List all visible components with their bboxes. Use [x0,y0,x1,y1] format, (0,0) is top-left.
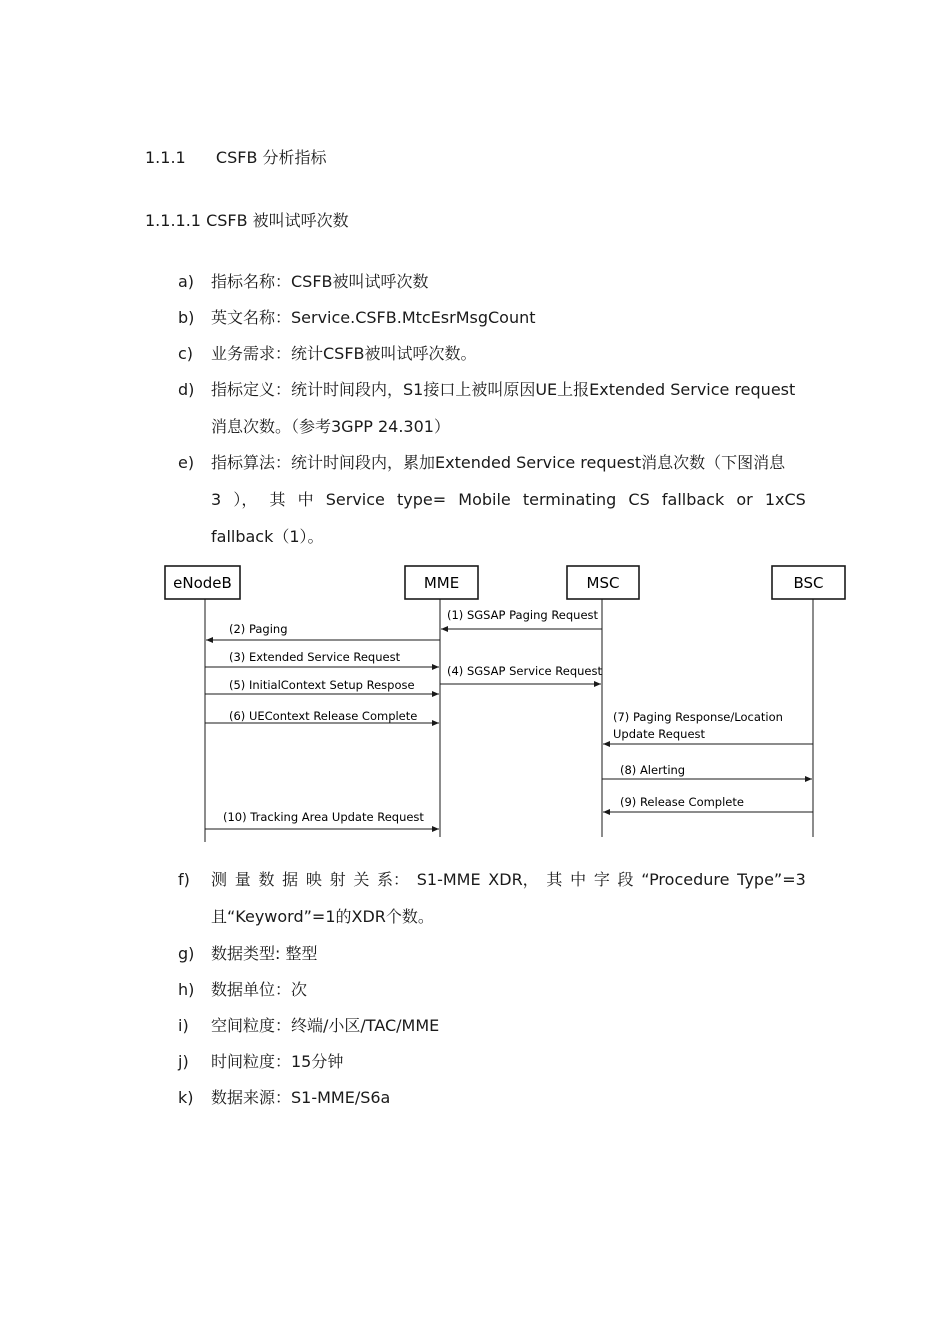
word: Mobile [458,490,511,509]
message-3 [205,650,439,667]
message-7 [603,710,813,744]
word: fallback [661,490,725,509]
word: 射 [329,870,346,889]
message-10 [205,810,439,829]
section-title: CSFB 分析指标 [215,148,327,167]
message-label: (4) SGSAP Service Request [447,664,602,678]
message-1 [441,608,602,629]
entity-label: BSC [793,574,824,592]
message-2 [206,622,440,640]
word: 映 [305,870,322,889]
list-text: 数据类型: 整型 [211,944,318,963]
word: 字 [593,870,610,889]
list-label: c) [178,344,194,363]
entity-label: eNodeB [173,574,232,592]
list-item-d-continuation: 消息次数。（参考3GPP 24.301） [211,417,450,436]
list-item-e-continuation-2: fallback（1）。 [211,527,324,546]
message-label-line1: (7) Paging Response/Location [613,710,783,724]
entity-bsc [772,566,845,599]
message-label: (10) Tracking Area Update Request [223,810,424,824]
list-label: j) [178,1052,189,1071]
word: S1-MME [416,870,481,889]
word: 3 [211,490,222,509]
list-label: h) [178,980,195,999]
csfb-sequence-diagram [160,560,860,850]
word: 中 [570,870,587,889]
word: 段 [617,870,634,889]
word: 量 [234,870,251,889]
word: 中 [297,490,314,509]
word: 其 [269,490,286,509]
list-text: 业务需求：统计CSFB被叫试呼次数。 [211,344,477,363]
word: 关 [353,870,370,889]
word: type= [397,490,447,509]
list-item-e-continuation [211,490,806,510]
list-text: 数据来源：S1-MME/S6a [211,1088,391,1107]
list-text: 空间粒度：终端/小区/TAC/MME [211,1016,440,1035]
subsection-number: 1.1.1.1 [145,211,201,230]
list-label: f) [178,870,190,889]
message-label: (8) Alerting [620,763,686,777]
word: 系： [377,870,410,889]
list-label: k) [178,1088,194,1107]
message-6 [205,709,439,723]
list-label: i) [178,1016,189,1035]
word: XDR， [488,870,539,889]
message-label: (3) Extended Service Request [229,650,401,664]
list-item-f-continuation: 且“Keyword”=1的XDR个数。 [211,907,434,926]
word: CS [628,490,650,509]
message-label: (6) UEContext Release Complete [229,709,418,723]
entity-enodeb [165,566,240,599]
list-label: e) [178,453,195,472]
entity-mme [405,566,478,599]
word: 据 [282,870,299,889]
list-label: a) [178,272,195,291]
message-label: (1) SGSAP Paging Request [447,608,599,622]
word: Service [325,490,385,509]
message-label: (9) Release Complete [620,795,744,809]
message-4 [440,664,602,684]
section-heading-1-1-1-1 [145,211,349,231]
word: ）， [233,490,258,509]
entity-label: MME [423,574,460,592]
entity-label: MSC [586,574,620,592]
section-heading-1-1-1 [145,148,327,168]
list-label: b) [178,308,195,327]
word: 1xCS [764,490,806,509]
list-text: 指标算法：统计时间段内，累加Extended Service request消息次数（下图消息 [211,453,786,472]
message-label-line2: Update Request [613,727,706,741]
list-label: g) [178,944,195,963]
list-text: 数据单位：次 [211,980,308,999]
subsection-title: CSFB 被叫试呼次数 [206,211,349,230]
list-text: 指标名称：CSFB被叫试呼次数 [211,272,429,291]
entity-msc [567,566,639,599]
word: or [736,490,753,509]
list-text: 时间粒度：15分钟 [211,1052,344,1071]
list-text: 英文名称：Service.CSFB.MtcEsrMsgCount [211,308,536,327]
message-8 [602,763,812,779]
word: Type”=3 [737,870,806,889]
word: “Procedure [641,870,730,889]
word: 测 [211,870,228,889]
list-text: 指标定义：统计时间段内，S1接口上被叫原因UE上报Extended Service request [211,380,796,399]
word: terminating [522,490,617,509]
word: 数 [258,870,275,889]
message-label: (2) Paging [229,622,288,636]
message-9 [603,795,813,812]
message-label: (5) InitialContext Setup Respose [229,678,415,692]
word: 其 [546,870,563,889]
section-number: 1.1.1 [145,148,186,167]
list-item-f-text [211,870,806,890]
list-label: d) [178,380,195,399]
message-5 [205,678,439,694]
